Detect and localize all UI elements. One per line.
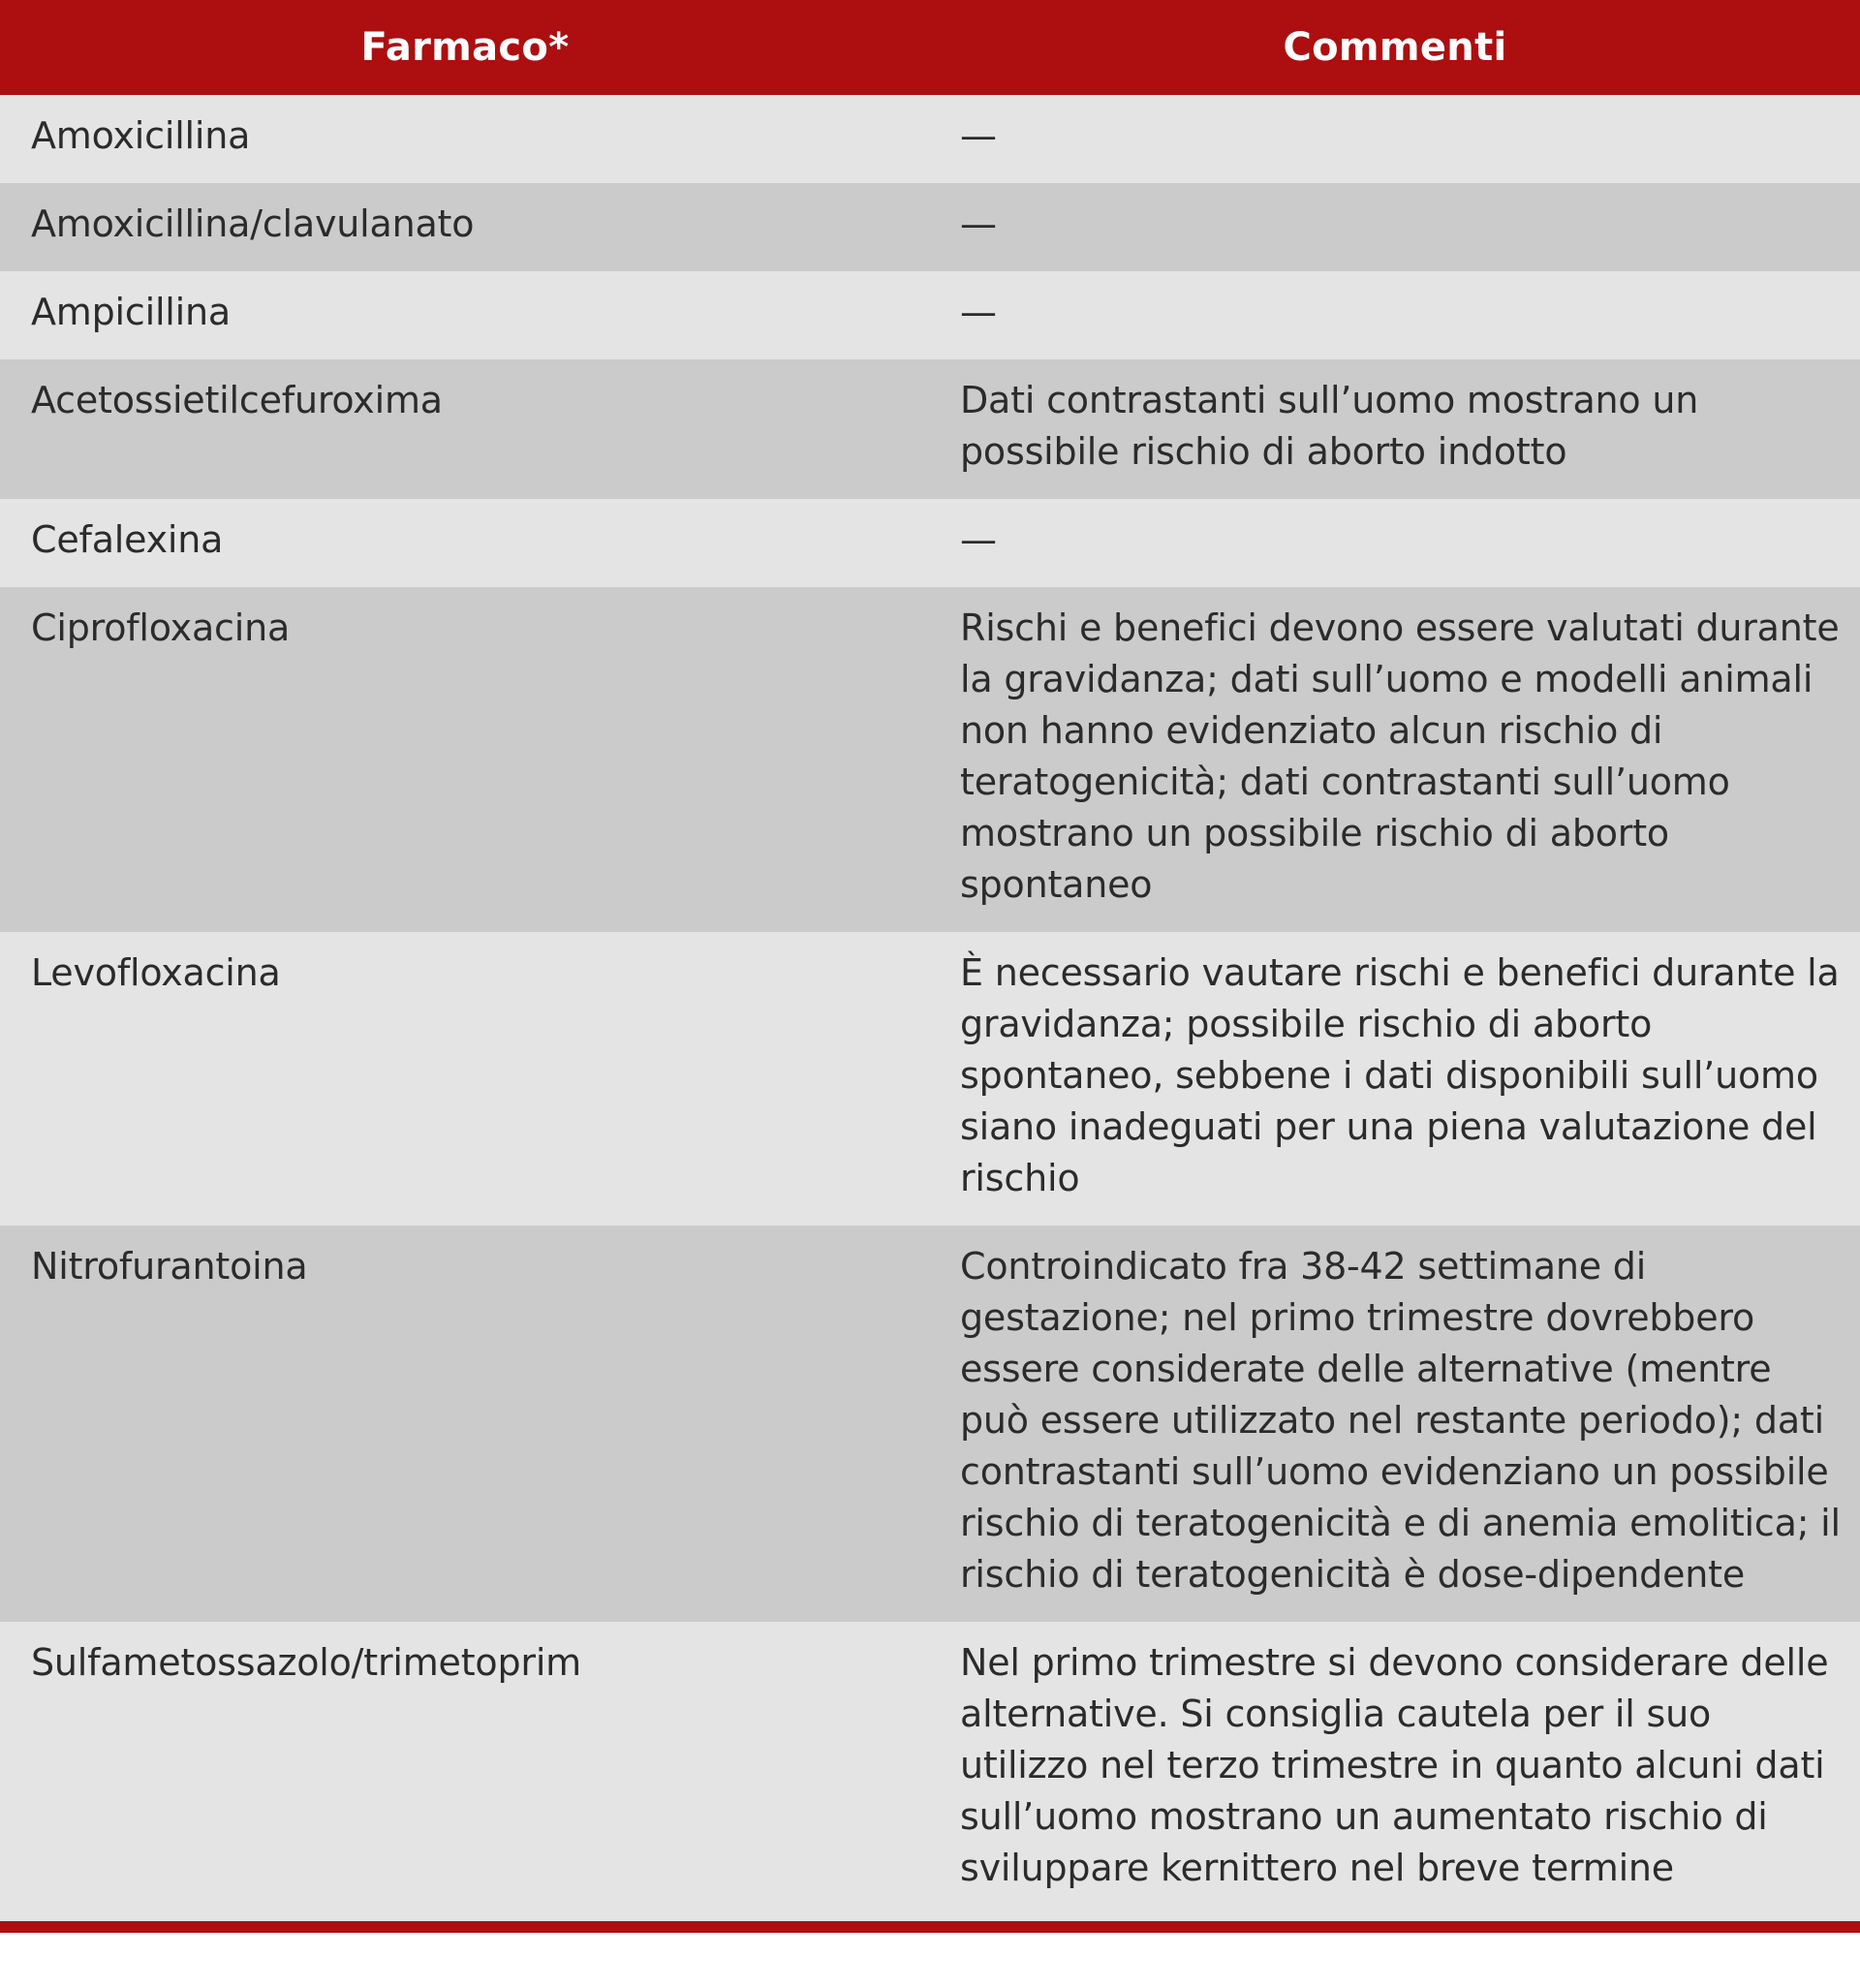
table-header [0, 0, 1860, 95]
drug-name: Cefalexina [31, 518, 224, 561]
drug-name: Amoxicillina [31, 114, 251, 157]
column-header-comment: Commenti [1283, 25, 1507, 70]
drug-name: Ampicillina [31, 291, 231, 333]
table-row [0, 183, 1860, 271]
table-row [0, 271, 1860, 359]
drug-name: Ciprofloxacina [31, 606, 291, 649]
drug-name: Amoxicillina/clavulanato [31, 202, 475, 245]
table-row [0, 95, 1860, 183]
column-header-drug: Farmaco* [360, 25, 570, 70]
table-row [0, 587, 1860, 932]
drug-name: Acetossietilcefuroxima [31, 379, 443, 421]
drug-comment: Dati contrastanti sull’uomo mostrano un possibile rischio di aborto indotto [960, 379, 1699, 473]
table-row [0, 359, 1860, 499]
drug-comment: — [960, 202, 997, 245]
drug-comment: È necessario vautare rischi e benefici durante la gravidanza; possibile rischio di aborto spontaneo, sebbene i dati disponibili sull’uomo siano inadeguati per una piena valutazione del rischio [960, 951, 1840, 1199]
table-row [0, 1226, 1860, 1622]
drug-comment: Nel primo trimestre si devono considerare delle alternative. Si consiglia cautela per il suo utilizzo nel terzo trimestre in quanto alcuni dati sull’uomo mostrano un aumentato rischio di sviluppare kernittero nel breve termine [960, 1641, 1829, 1889]
drug-name: Sulfametossazolo/trimetoprim [31, 1641, 581, 1684]
table-row [0, 1622, 1860, 1921]
drug-comment: Controindicato fra 38-42 settimane di gestazione; nel primo trimestre dovrebbero essere considerate delle alternative (mentre può essere utilizzato nel restante periodo); dati contrastanti sull’uomo evidenziano un possibile rischio di teratogenicità e di anemia emolitica; il rischio di teratogenicità è dose-dipendente [960, 1245, 1841, 1596]
table-body [0, 95, 1860, 1921]
drug-name: Levofloxacina [31, 951, 281, 994]
drug-comment: — [960, 114, 997, 157]
drug-comment: Rischi e benefici devono essere valutati durante la gravidanza; dati sull’uomo e modelli animali non hanno evidenziato alcun rischio di teratogenicità; dati contrastanti sull’uomo mostrano un possibile rischio di aborto spontaneo [960, 606, 1840, 906]
drug-name: Nitrofurantoina [31, 1245, 308, 1288]
table-bottom-rule [0, 1921, 1860, 1933]
table-row [0, 499, 1860, 587]
drug-comment: — [960, 291, 997, 333]
drug-comment: — [960, 518, 997, 561]
table-row [0, 932, 1860, 1226]
header-row [0, 0, 1860, 95]
